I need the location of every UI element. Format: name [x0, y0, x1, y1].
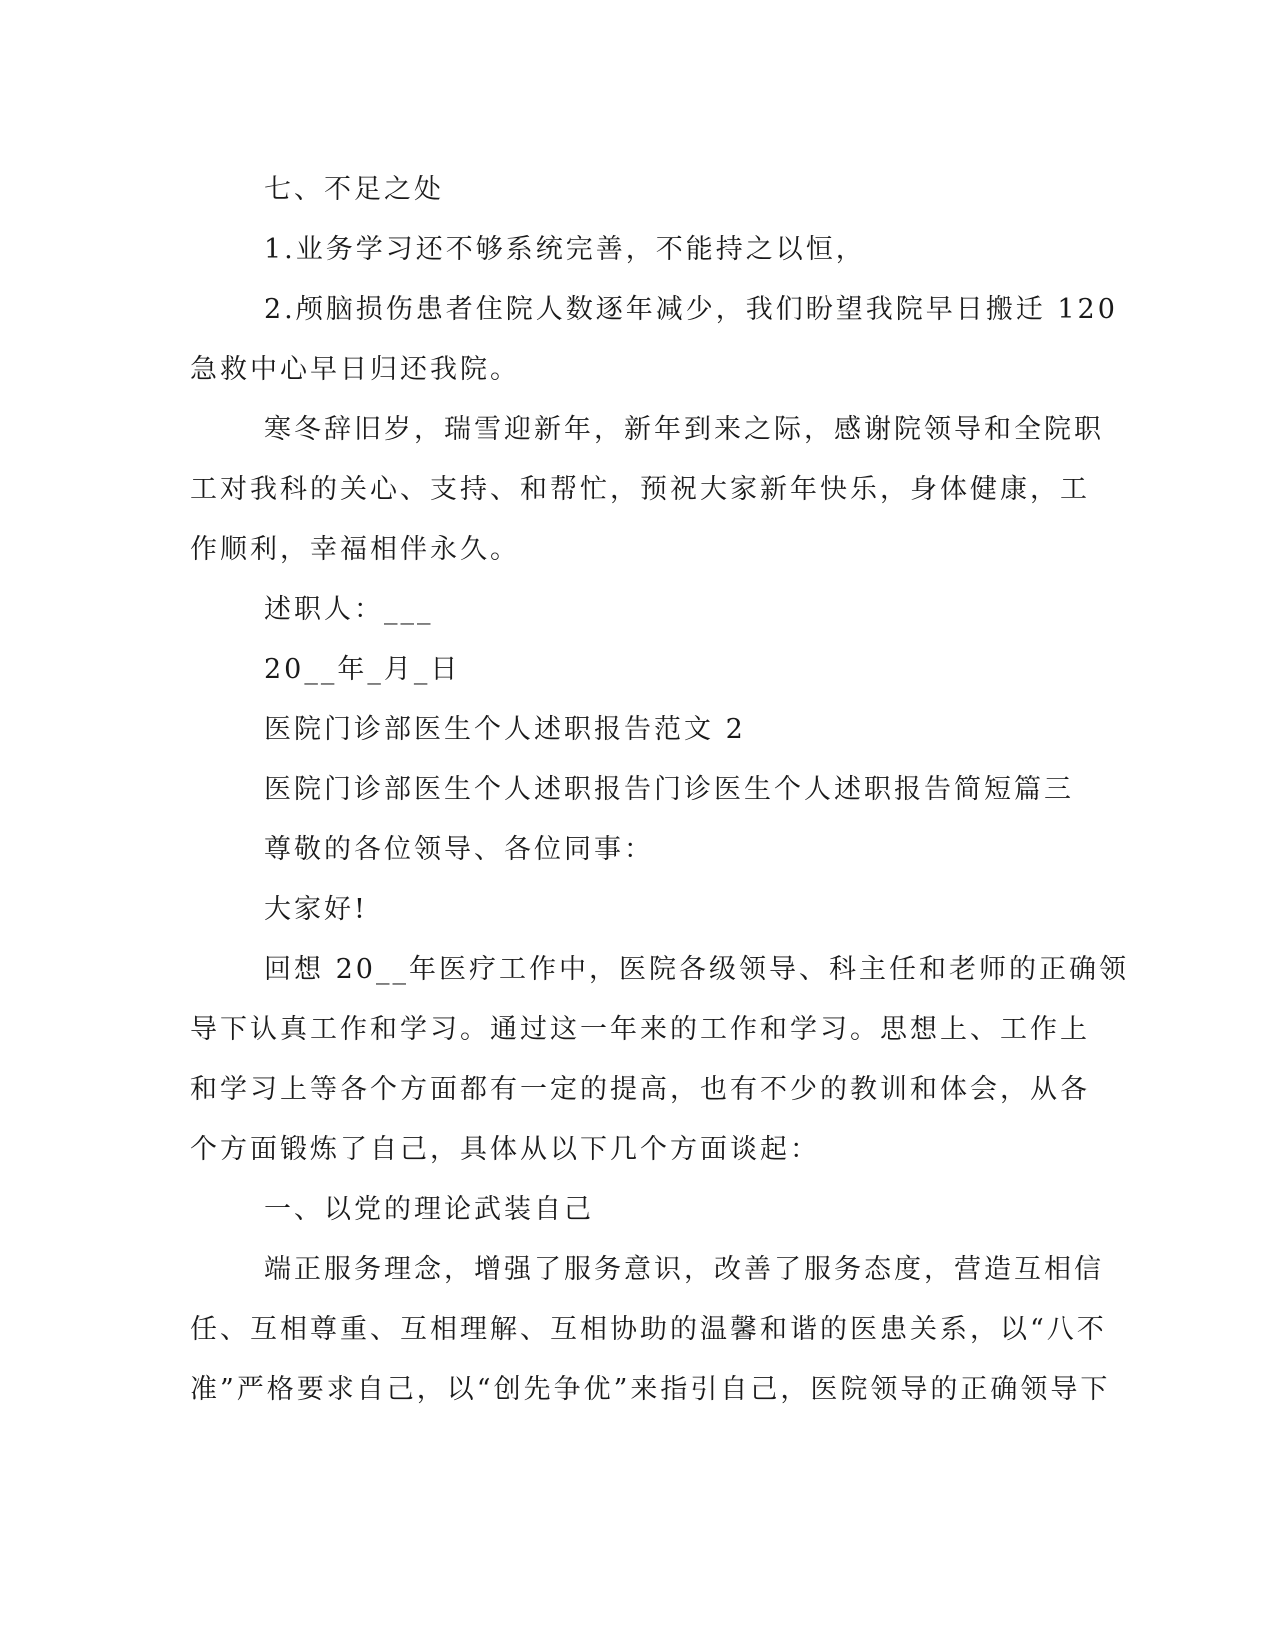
document-subtitle: 医院门诊部医生个人述职报告门诊医生个人述职报告简短篇三	[264, 774, 1074, 805]
document-title: 医院门诊部医生个人述职报告范文 2	[264, 714, 746, 745]
paragraph-line: 2.颅脑损伤患者住院人数逐年减少，我们盼望我院早日搬迁 120	[264, 294, 1118, 325]
paragraph-line: 准”严格要求自己，以“创先争优”来指引自己，医院领导的正确领导下	[190, 1374, 1111, 1405]
paragraph-line: 1.业务学习还不够系统完善，不能持之以恒，	[264, 234, 866, 265]
paragraph-line: 急救中心早日归还我院。	[190, 354, 520, 385]
paragraph-line: 寒冬辞旧岁，瑞雪迎新年，新年到来之际，感谢院领导和全院职	[264, 414, 1104, 445]
paragraph-line: 任、互相尊重、互相理解、互相协助的温馨和谐的医患关系，以“八不	[190, 1314, 1107, 1345]
paragraph-line: 端正服务理念，增强了服务意识，改善了服务态度，营造互相信	[264, 1254, 1104, 1285]
section-heading-shortcomings: 七、不足之处	[264, 174, 444, 205]
signature-line: 述职人：___	[264, 594, 434, 625]
paragraph-line: 和学习上等各个方面都有一定的提高，也有不少的教训和体会，从各	[190, 1074, 1090, 1105]
paragraph-line: 个方面锻炼了自己，具体从以下几个方面谈起：	[190, 1134, 820, 1165]
paragraph-line: 工对我科的关心、支持、和帮忙，预祝大家新年快乐，身体健康，工	[190, 474, 1090, 505]
document-body	[190, 160, 1129, 1420]
date-line: 20__年_月_日	[264, 654, 461, 685]
salutation: 尊敬的各位领导、各位同事：	[264, 834, 654, 865]
paragraph-line: 作顺利，幸福相伴永久。	[190, 534, 520, 565]
paragraph-line: 导下认真工作和学习。通过这一年来的工作和学习。思想上、工作上	[190, 1014, 1090, 1045]
paragraph-line: 回想 20__年医疗工作中，医院各级领导、科主任和老师的正确领	[264, 954, 1129, 985]
greeting: 大家好!	[264, 894, 368, 925]
section-heading-party-theory: 一、以党的理论武装自己	[264, 1194, 594, 1225]
